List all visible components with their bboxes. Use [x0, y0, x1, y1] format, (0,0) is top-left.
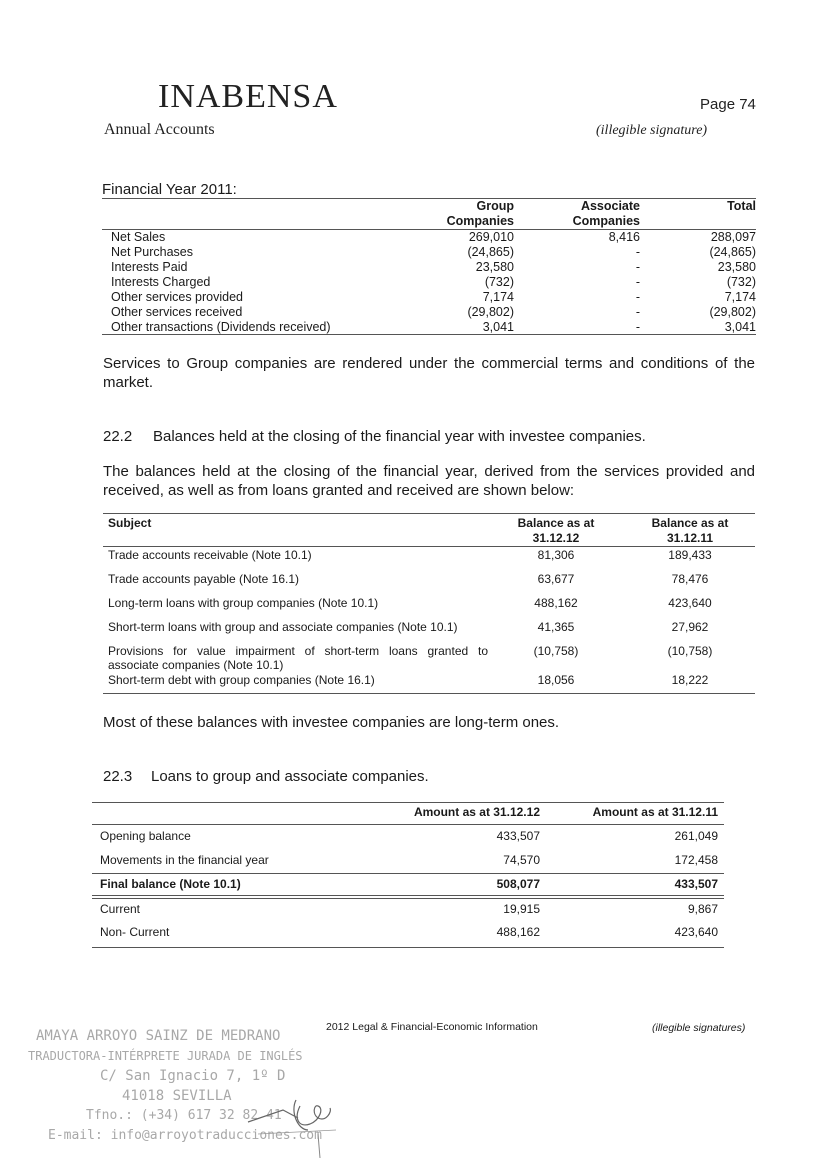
- row-value-2012: 488,162: [534, 596, 578, 610]
- row-label: Movements in the financial year: [100, 853, 269, 867]
- section-title-22-3: Loans to group and associate companies.: [151, 768, 429, 785]
- table1-head-group-2: Companies: [446, 214, 514, 228]
- row-label: Current: [100, 902, 141, 916]
- row-value-2011: 18,222: [671, 673, 709, 687]
- row-value-2012: 19,915: [503, 902, 540, 916]
- row-label: Short-term loans with group and associate companies (Note 10.1): [108, 620, 458, 634]
- row-assoc: -: [635, 320, 640, 334]
- row-value-2012: 63,677: [537, 572, 575, 586]
- row-value-2012: 433,507: [496, 829, 540, 843]
- row-value-2011: 423,640: [674, 925, 718, 939]
- table3-header-rule: [92, 824, 724, 825]
- table3-head-2011: Amount as at 31.12.11: [592, 805, 718, 819]
- section-number-22-2: 22.2: [103, 428, 133, 445]
- table2-top-rule: [103, 513, 755, 514]
- table2-header-rule: [103, 546, 755, 547]
- row-assoc: -: [635, 260, 640, 274]
- table1-caption: Financial Year 2011:: [102, 181, 237, 198]
- table1-bottom-rule: [102, 334, 756, 335]
- row-group: 3,041: [482, 320, 514, 334]
- footer-signature-note: (illegible signatures): [652, 1022, 746, 1034]
- row-assoc: -: [635, 290, 640, 304]
- row-group: 23,580: [475, 260, 514, 274]
- table1-header-rule: [102, 229, 756, 230]
- table3-final-top-rule: [92, 873, 724, 874]
- row-label: Net Purchases: [111, 245, 193, 259]
- section-title-22-2: Balances held at the closing of the financial year with investee companies.: [153, 428, 646, 445]
- stamp-line-title: TRADUCTORA-INTÉRPRETE JURADA DE INGLÉS: [28, 1049, 303, 1063]
- table2-head-c2-2: 31.12.11: [666, 531, 714, 545]
- row-label-line-2: associate companies (Note 10.1): [108, 658, 284, 672]
- row-value-2011: 172,458: [674, 853, 718, 867]
- row-label: Trade accounts receivable (Note 10.1): [108, 548, 312, 562]
- table1-head-assoc-1: Associate: [580, 199, 640, 213]
- row-label-line-1: Provisions for value impairment of short-term loans granted to: [108, 644, 488, 658]
- section-intro-22-2: The balances held at the closing of the financial year, derived from the services provided and received, as well as from loans granted and received are shown below:: [103, 463, 755, 499]
- row-value-2012: 74,570: [503, 853, 540, 867]
- table1-top-rule: [102, 198, 756, 199]
- table2-bottom-rule: [103, 693, 755, 694]
- row-total: (732): [726, 275, 756, 289]
- paragraph-services: Services to Group companies are rendered under the commercial terms and conditions of the market.: [103, 355, 755, 391]
- table2-head-subject: Subject: [108, 516, 152, 530]
- row-label: Other transactions (Dividends received): [111, 320, 331, 334]
- row-total: 288,097: [710, 230, 756, 244]
- signature-note: (illegible signature): [596, 123, 708, 138]
- row-value-2012: 41,365: [537, 620, 575, 634]
- row-label: Non- Current: [100, 925, 170, 939]
- row-total: (24,865): [709, 245, 756, 259]
- row-label: Other services received: [111, 305, 243, 319]
- paragraph-balances: Most of these balances with investee companies are long-term ones.: [103, 714, 560, 731]
- document-subtitle: Annual Accounts: [104, 121, 215, 138]
- row-value-2012: 18,056: [537, 673, 575, 687]
- row-value-2012: 488,162: [496, 925, 540, 939]
- row-value-2011: 261,049: [674, 829, 718, 843]
- row-assoc: 8,416: [608, 230, 640, 244]
- stamp-line-name: AMAYA ARROYO SAINZ DE MEDRANO: [36, 1028, 281, 1044]
- row-label: Long-term loans with group companies (Note 10.1): [108, 596, 379, 610]
- table3-bottom-rule: [92, 947, 724, 948]
- table3-final-bottom-rule: [92, 895, 724, 896]
- table3-final-bottom-rule-2: [92, 898, 724, 899]
- row-label: Other services provided: [111, 290, 244, 304]
- table3-top-rule: [92, 802, 724, 803]
- row-group: (24,865): [467, 245, 514, 259]
- row-value-2011: (10,758): [667, 644, 713, 658]
- table3-head-2012: Amount as at 31.12.12: [413, 805, 540, 819]
- page-number: Page 74: [700, 96, 756, 113]
- stamp-line-email: E-mail: info@arroyotraducciones.com: [48, 1128, 322, 1143]
- table2-head-c1-1: Balance as at: [517, 516, 595, 530]
- row-label: Short-term debt with group companies (Note 16.1): [108, 673, 375, 687]
- row-label: Net Sales: [111, 230, 166, 244]
- row-total: 23,580: [717, 260, 756, 274]
- row-value-2011: 9,867: [687, 902, 718, 916]
- row-value-2011: 189,433: [668, 548, 712, 562]
- row-value-2011: 423,640: [668, 596, 712, 610]
- row-label: Final balance (Note 10.1): [100, 877, 241, 891]
- row-value-2012: (10,758): [533, 644, 579, 658]
- stamp-line-street: C/ San Ignacio 7, 1º D: [100, 1068, 286, 1084]
- handwritten-signature-icon: [238, 1082, 338, 1162]
- row-group: (732): [484, 275, 514, 289]
- row-assoc: -: [635, 305, 640, 319]
- row-total: 7,174: [724, 290, 756, 304]
- row-label: Opening balance: [100, 829, 191, 843]
- section-number-22-3: 22.3: [103, 768, 133, 785]
- row-group: 7,174: [482, 290, 514, 304]
- row-total: (29,802): [709, 305, 756, 319]
- row-assoc: -: [635, 245, 640, 259]
- row-value-2011: 78,476: [671, 572, 709, 586]
- table1-head-total: Total: [727, 199, 756, 213]
- row-value-2011: 27,962: [671, 620, 709, 634]
- table2-head-c2-1: Balance as at: [651, 516, 729, 530]
- stamp-line-phone: Tfno.: (+34) 617 32 82 41: [86, 1108, 282, 1123]
- company-logo-text: INABENSA: [158, 78, 338, 115]
- row-value-2011: 433,507: [674, 877, 718, 891]
- table1-head-group-1: Group: [476, 199, 514, 213]
- table1-head-assoc-2: Companies: [572, 214, 640, 228]
- row-value-2012: 508,077: [496, 877, 540, 891]
- row-label: Interests Paid: [111, 260, 188, 274]
- table2-head-c1-2: 31.12.12: [532, 531, 580, 545]
- row-label: Interests Charged: [111, 275, 211, 289]
- footer-title: 2012 Legal & Financial-Economic Information: [326, 1021, 538, 1033]
- row-label: Trade accounts payable (Note 16.1): [108, 572, 299, 586]
- stamp-line-city: 41018 SEVILLA: [122, 1088, 232, 1104]
- row-value-2012: 81,306: [537, 548, 575, 562]
- row-total: 3,041: [724, 320, 756, 334]
- row-assoc: -: [635, 275, 640, 289]
- row-group: 269,010: [468, 230, 514, 244]
- row-group: (29,802): [467, 305, 514, 319]
